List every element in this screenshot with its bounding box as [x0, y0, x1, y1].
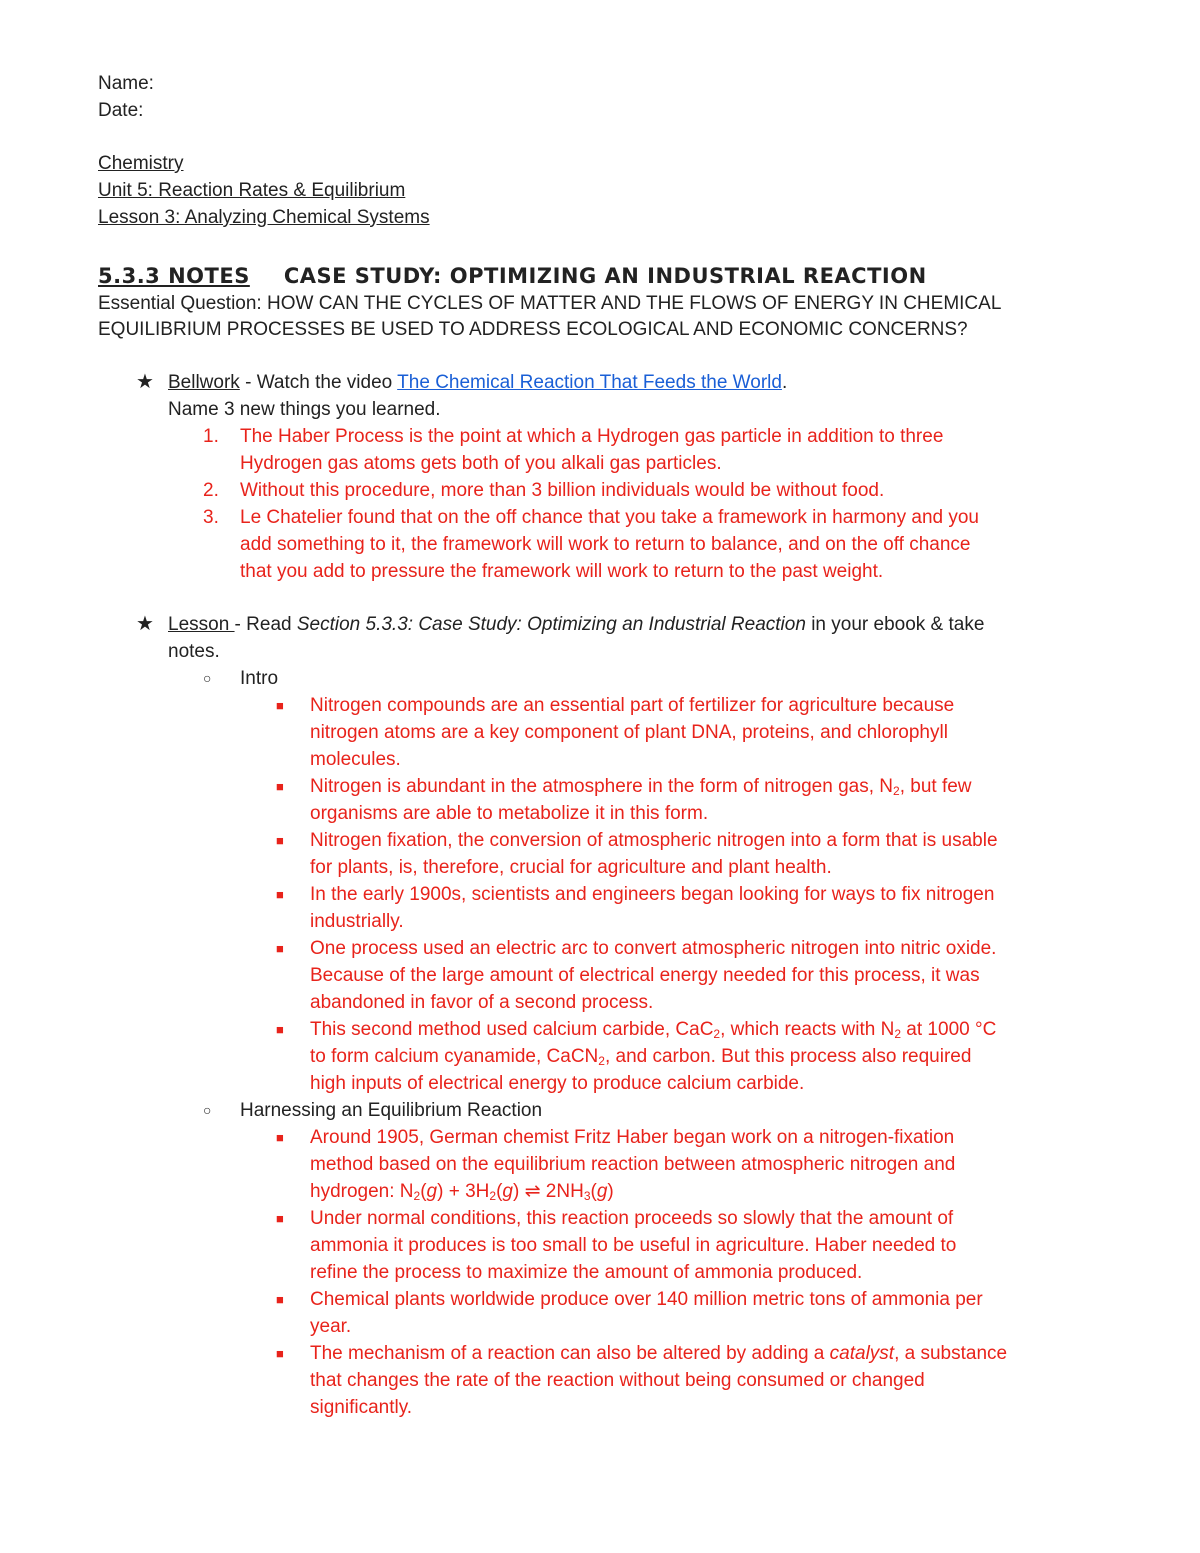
- note-line: Under normal conditions, this reaction proceeds so slowly that the amount of: [310, 1208, 954, 1229]
- note-line: Nitrogen compounds are an essential part of fertilizer for agriculture because: [310, 695, 955, 716]
- note-item: [98, 935, 1108, 1016]
- answer-line: Hydrogen gas atoms gets both of you alkali gas particles.: [240, 453, 722, 474]
- bellwork-item: [98, 369, 1108, 396]
- name-label: Name:: [98, 73, 154, 94]
- note-item: [98, 773, 1108, 827]
- case-study-title: CASE STUDY: OPTIMIZING AN INDUSTRIAL REACTION: [283, 264, 927, 288]
- note-line: Chemical plants worldwide produce over 140 million metric tons of ammonia per: [310, 1289, 983, 1310]
- note-line: In the early 1900s, scientists and engineers began looking for ways to fix nitrogen: [310, 884, 995, 905]
- note-line: Nitrogen is abundant in the atmosphere in the form of nitrogen gas, $N_2$, but few: [310, 776, 972, 798]
- answer-line: Without this procedure, more than 3 billion individuals would be without food.: [240, 480, 885, 501]
- harnessing-heading: Harnessing an Equilibrium Reaction: [240, 1100, 543, 1121]
- square-bullet-icon: ■: [276, 698, 284, 713]
- lesson-label: Lesson: [168, 614, 235, 635]
- answer-number: 1.: [203, 426, 219, 447]
- unit-title: Unit 5: Reaction Rates & Equilibrium: [98, 180, 406, 201]
- note-line: abandoned in favor of a second process.: [310, 992, 654, 1013]
- lesson-item: [98, 611, 1108, 665]
- date-label: Date:: [98, 100, 144, 121]
- square-bullet-icon: ■: [276, 1022, 284, 1037]
- note-line: that changes the rate of the reaction without being consumed or changed: [310, 1370, 925, 1391]
- square-bullet-icon: ■: [276, 1346, 284, 1361]
- note-line: One process used an electric arc to convert atmospheric nitrogen into nitric oxide.: [310, 938, 997, 959]
- note-item: [98, 881, 1108, 935]
- note-line: Because of the large amount of electrical energy needed for this process, it was: [310, 965, 980, 986]
- note-line: to form calcium cyanamide, CaCN$_2$, and carbon. But this process also required: [310, 1046, 972, 1068]
- answer-item: [98, 504, 1108, 585]
- square-bullet-icon: ■: [276, 1130, 284, 1145]
- star-bullet-icon: ★: [136, 613, 154, 635]
- circle-bullet-icon: ○: [203, 1102, 212, 1118]
- note-line: This second method used calcium carbide, CaC$_2$, which reacts with $N_2$ at 1000 °C: [310, 1019, 997, 1041]
- note-item: [98, 1340, 1108, 1421]
- square-bullet-icon: ■: [276, 941, 284, 956]
- circle-bullet-icon: ○: [203, 670, 212, 686]
- essential-question-label: Essential Question:: [98, 293, 262, 314]
- star-bullet-icon: ★: [136, 371, 154, 393]
- note-item: [98, 827, 1108, 881]
- answer-item: [98, 477, 1108, 504]
- answer-line: that you add to pressure the framework will work to return to the past weight.: [240, 561, 884, 582]
- course-title: Chemistry: [98, 153, 184, 174]
- intro-heading-item: [98, 665, 1108, 692]
- answer-item: [98, 423, 1108, 477]
- answer-line: add something to it, the framework will work to return to balance, and on the off chance: [240, 534, 971, 555]
- document-page: [98, 70, 1108, 1421]
- note-item: [98, 1205, 1108, 1286]
- note-line: organisms are able to metabolize it in this form.: [310, 803, 709, 824]
- lesson-title: Lesson 3: Analyzing Chemical Systems: [98, 207, 430, 228]
- equation-line: hydrogen: $N_2(g) + 3H_2(g)$ ⇌ $2NH_3(g)$: [310, 1181, 614, 1203]
- note-line: nitrogen atoms are a key component of plant DNA, proteins, and chlorophyll: [310, 722, 948, 743]
- square-bullet-icon: ■: [276, 1211, 284, 1226]
- note-item: [98, 1124, 1108, 1205]
- note-line: significantly.: [310, 1397, 413, 1418]
- note-line: Nitrogen fixation, the conversion of atmospheric nitrogen into a form that is usable: [310, 830, 998, 851]
- note-line: industrially.: [310, 911, 404, 932]
- note-line: molecules.: [310, 749, 401, 770]
- essential-question-text: HOW CAN THE CYCLES OF MATTER AND THE FLOWS OF ENERGY IN CHEMICAL EQUILIBRIUM PROCESSES BE USED TO ADDRESS ECOLOGICAL AND ECONOMIC CONCERNS?: [98, 293, 1001, 340]
- harnessing-heading-item: [98, 1097, 1108, 1124]
- note-line: high inputs of electrical energy to produce calcium carbide.: [310, 1073, 805, 1094]
- bellwork-period: .: [781, 372, 788, 393]
- note-line: for plants, is, therefore, crucial for agriculture and plant health.: [310, 857, 832, 878]
- note-line: ammonia it produces is too small to be useful in agriculture. Haber needed to: [310, 1235, 957, 1256]
- note-item: [98, 1016, 1108, 1097]
- note-line: method based on the equilibrium reaction between atmospheric nitrogen and: [310, 1154, 956, 1175]
- note-item: [98, 692, 1108, 773]
- bellwork-prompt: Name 3 new things you learned.: [168, 399, 441, 420]
- lesson-instruction-end: in your ebook & take: [805, 614, 985, 635]
- note-line: refine the process to maximize the amount of ammonia produced.: [310, 1262, 863, 1283]
- intro-heading: Intro: [240, 668, 279, 689]
- video-link[interactable]: The Chemical Reaction That Feeds the World: [397, 372, 782, 393]
- square-bullet-icon: ■: [276, 1292, 284, 1307]
- bellwork-instruction: - Watch the video: [239, 372, 398, 393]
- essential-question: [98, 291, 1108, 343]
- answer-line: The Haber Process is the point at which a Hydrogen gas particle in addition to three: [240, 426, 944, 447]
- square-bullet-icon: ■: [276, 779, 284, 794]
- lesson-instruction-end: notes.: [168, 641, 220, 662]
- notes-number: 5.3.3 NOTES: [98, 264, 250, 288]
- bellwork-label: Bellwork: [168, 372, 240, 393]
- note-line: Around 1905, German chemist Fritz Haber began work on a nitrogen-fixation: [310, 1127, 955, 1148]
- note-item: [98, 1286, 1108, 1340]
- answer-line: Le Chatelier found that on the off chance that you take a framework in harmony and you: [240, 507, 979, 528]
- lesson-instruction: - Read: [234, 614, 297, 635]
- lesson-section-name: Section 5.3.3: Case Study: Optimizing an Industrial Reaction: [296, 614, 806, 635]
- note-line: year.: [310, 1316, 352, 1337]
- answer-number: 3.: [203, 507, 219, 528]
- answer-number: 2.: [203, 480, 219, 501]
- page-title: [98, 261, 1108, 291]
- square-bullet-icon: ■: [276, 833, 284, 848]
- square-bullet-icon: ■: [276, 887, 284, 902]
- note-line: The mechanism of a reaction can also be altered by adding a catalyst, a substance: [310, 1343, 1008, 1364]
